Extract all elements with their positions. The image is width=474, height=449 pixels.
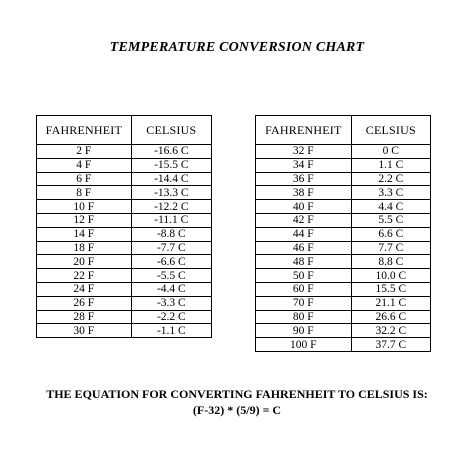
celsius-cell: 15.5 C <box>351 282 430 296</box>
table-row <box>256 213 431 227</box>
table-row <box>256 145 431 159</box>
celsius-cell: 8.8 C <box>351 255 430 269</box>
table-row <box>37 186 212 200</box>
table-row <box>37 158 212 172</box>
celsius-cell: 37.7 C <box>351 338 430 352</box>
celsius-cell: 1.1 C <box>351 158 430 172</box>
table-row <box>256 338 431 352</box>
celsius-cell: -4.4 C <box>131 282 211 296</box>
equation-formula: (F-32) * (5/9) = C <box>192 403 282 417</box>
fahrenheit-cell: 22 F <box>37 269 132 283</box>
fahrenheit-cell: 48 F <box>256 255 352 269</box>
fahrenheit-cell: 14 F <box>37 227 132 241</box>
fahrenheit-cell: 42 F <box>256 213 352 227</box>
table-row <box>37 255 212 269</box>
table-row <box>256 255 431 269</box>
table-row <box>256 200 431 214</box>
conversion-table-right <box>255 115 431 352</box>
table-row <box>37 269 212 283</box>
celsius-cell: 0 C <box>351 145 430 159</box>
celsius-cell: 32.2 C <box>351 324 430 338</box>
fahrenheit-cell: 32 F <box>256 145 352 159</box>
celsius-cell: -2.2 C <box>131 310 211 324</box>
fahrenheit-cell: 2 F <box>37 145 132 159</box>
table-row <box>37 227 212 241</box>
fahrenheit-cell: 80 F <box>256 310 352 324</box>
fahrenheit-cell: 90 F <box>256 324 352 338</box>
celsius-cell: -11.1 C <box>131 213 211 227</box>
table-row <box>256 158 431 172</box>
table-row <box>37 241 212 255</box>
celsius-cell: -5.5 C <box>131 269 211 283</box>
equation-heading: THE EQUATION FOR CONVERTING FAHRENHEIT TO CELSIUS IS: <box>46 387 428 401</box>
celsius-cell: -15.5 C <box>131 158 211 172</box>
table-row <box>37 145 212 159</box>
table-row <box>37 213 212 227</box>
celsius-cell: 7.7 C <box>351 241 430 255</box>
fahrenheit-cell: 8 F <box>37 186 132 200</box>
celsius-cell: 26.6 C <box>351 310 430 324</box>
fahrenheit-cell: 100 F <box>256 338 352 352</box>
celsius-cell: 10.0 C <box>351 269 430 283</box>
celsius-cell: -12.2 C <box>131 200 211 214</box>
conversion-table-left <box>36 115 212 338</box>
celsius-cell: 2.2 C <box>351 172 430 186</box>
fahrenheit-cell: 28 F <box>37 310 132 324</box>
table-row <box>256 241 431 255</box>
fahrenheit-cell: 70 F <box>256 296 352 310</box>
celsius-cell: 21.1 C <box>351 296 430 310</box>
celsius-cell: 6.6 C <box>351 227 430 241</box>
table-header-row <box>37 116 212 145</box>
celsius-cell: -7.7 C <box>131 241 211 255</box>
fahrenheit-header: FAHRENHEIT <box>37 116 132 145</box>
table-row <box>256 227 431 241</box>
celsius-cell: -14.4 C <box>131 172 211 186</box>
table-row <box>256 310 431 324</box>
table-row <box>256 172 431 186</box>
celsius-cell: 4.4 C <box>351 200 430 214</box>
celsius-header: CELSIUS <box>351 116 430 145</box>
celsius-header: CELSIUS <box>131 116 211 145</box>
fahrenheit-cell: 18 F <box>37 241 132 255</box>
table-row <box>37 310 212 324</box>
celsius-cell: -16.6 C <box>131 145 211 159</box>
fahrenheit-cell: 24 F <box>37 282 132 296</box>
table-row <box>256 296 431 310</box>
fahrenheit-cell: 36 F <box>256 172 352 186</box>
table-row <box>256 269 431 283</box>
celsius-cell: -1.1 C <box>131 324 211 338</box>
table-header-row <box>256 116 431 145</box>
page-title: TEMPERATURE CONVERSION CHART <box>109 40 365 55</box>
fahrenheit-cell: 60 F <box>256 282 352 296</box>
fahrenheit-cell: 12 F <box>37 213 132 227</box>
fahrenheit-cell: 38 F <box>256 186 352 200</box>
fahrenheit-cell: 44 F <box>256 227 352 241</box>
fahrenheit-header: FAHRENHEIT <box>256 116 352 145</box>
fahrenheit-cell: 20 F <box>37 255 132 269</box>
fahrenheit-cell: 4 F <box>37 158 132 172</box>
celsius-cell: 5.5 C <box>351 213 430 227</box>
fahrenheit-cell: 40 F <box>256 200 352 214</box>
fahrenheit-cell: 10 F <box>37 200 132 214</box>
table-row <box>256 324 431 338</box>
table-row <box>256 282 431 296</box>
table-row <box>256 186 431 200</box>
celsius-cell: -8.8 C <box>131 227 211 241</box>
table-row <box>37 200 212 214</box>
table-row <box>37 324 212 338</box>
table-row <box>37 282 212 296</box>
table-row <box>37 172 212 186</box>
celsius-cell: 3.3 C <box>351 186 430 200</box>
celsius-cell: -6.6 C <box>131 255 211 269</box>
fahrenheit-cell: 26 F <box>37 296 132 310</box>
fahrenheit-cell: 50 F <box>256 269 352 283</box>
fahrenheit-cell: 34 F <box>256 158 352 172</box>
fahrenheit-cell: 30 F <box>37 324 132 338</box>
fahrenheit-cell: 46 F <box>256 241 352 255</box>
celsius-cell: -13.3 C <box>131 186 211 200</box>
table-row <box>37 296 212 310</box>
fahrenheit-cell: 6 F <box>37 172 132 186</box>
celsius-cell: -3.3 C <box>131 296 211 310</box>
